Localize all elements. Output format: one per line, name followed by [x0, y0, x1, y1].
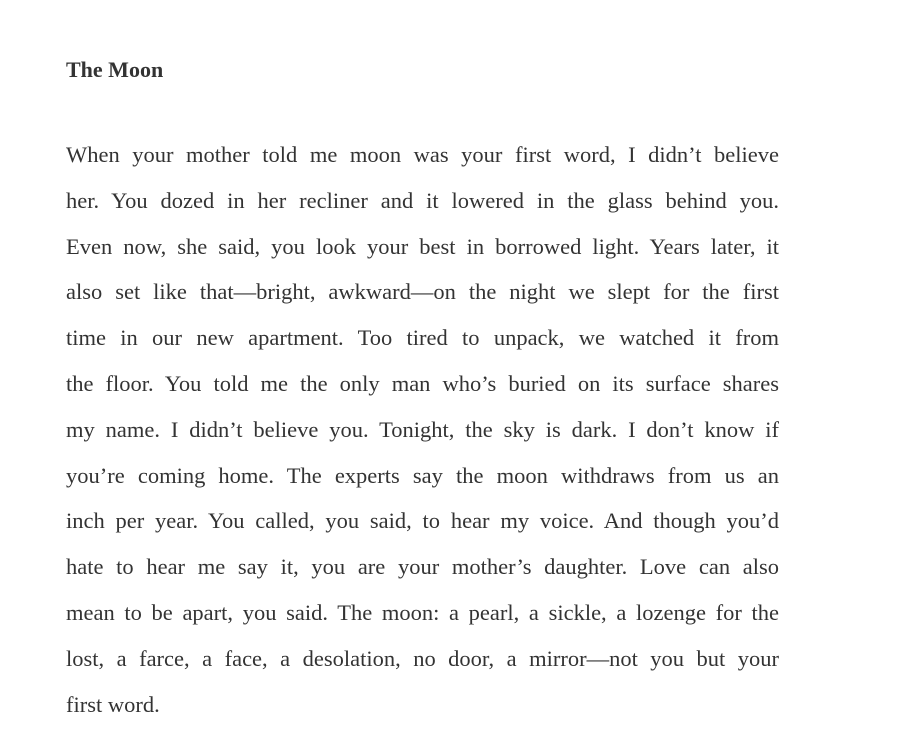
poem-line: first word.: [66, 691, 160, 717]
poem-line: lost, a farce, a face, a desolation, no door, a mirror—not you but your: [66, 645, 779, 671]
poem-line: mean to be apart, you said. The moon: a pearl, a sickle, a lozenge for the: [66, 599, 779, 625]
poem-line: Even now, she said, you look your best in borrowed light. Years later, it: [66, 233, 779, 259]
poem-line: also set like that—bright, awkward—on the night we slept for the first: [66, 279, 779, 305]
poem-line: time in our new apartment. Too tired to unpack, we watched it from: [66, 325, 779, 351]
poem-line: hate to hear me say it, you are your mother’s daughter. Love can also: [66, 554, 779, 580]
poem-line: my name. I didn’t believe you. Tonight, the sky is dark. I don’t know if: [66, 416, 779, 442]
poem-line: her. You dozed in her recliner and it lowered in the glass behind you.: [66, 187, 779, 213]
poem-body: [66, 136, 779, 731]
poem-line: When your mother told me moon was your first word, I didn’t believe: [66, 142, 779, 167]
poem-line: inch per year. You called, you said, to hear my voice. And though you’d: [66, 508, 779, 534]
poem-title: The Moon: [66, 57, 164, 82]
poem-line: the floor. You told me the only man who’s buried on its surface shares: [66, 370, 779, 396]
poem-line: you’re coming home. The experts say the moon withdraws from us an: [66, 462, 779, 488]
